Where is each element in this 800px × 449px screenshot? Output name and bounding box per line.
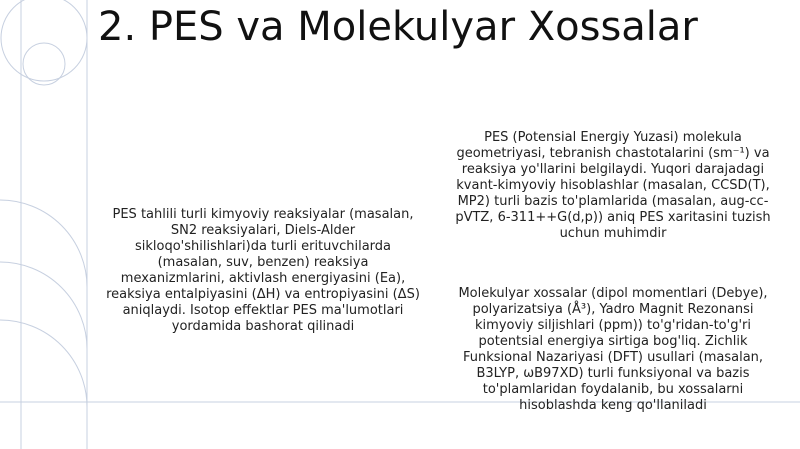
decor-circle-top-small — [23, 43, 65, 85]
slide-title: 2. PES va Molekulyar Xossalar — [98, 4, 698, 50]
decor-circle-top-large — [1, 0, 87, 81]
decor-arc-bottom — [0, 320, 87, 407]
right-text-block-properties: Molekulyar xossalar (dipol momentlari (Debye), polyarizatsiya (Å³), Yadro Magnit Rezonansi kimyoviy siljishlari (ppm)) to'g'ridan-to'g'ri potentsial energiya sirtiga bog'liq. Zichlik Funksional Nazariyasi (DFT) usullari (masalan, B3LYP, ωB97XD) turli funksiyonal va bazis to'plamlaridan foydalanib, bu xossalarni hisoblashda keng qo'llaniladi — [458, 286, 768, 413]
decor-arc-lower — [0, 262, 87, 349]
right-text-block-pes: PES (Potensial Energiy Yuzasi) molekula geometriyasi, tebranish chastotalarini (sm⁻¹) va reaksiya yo'llarini belgilaydi. Yuqori darajadagi kvant-kimyoviy hisoblashlar (masalan, CCSD(T), MP2) turli bazis to'plamlarida (masalan, aug-cc-pVTZ, 6-311++G(d,p)) aniq PES xaritasini tuzish uchun muhimdir — [455, 130, 771, 241]
left-text-block: PES tahlili turli kimyoviy reaksiyalar (masalan, SN2 reaksiyalari, Diels-Alder sikloqo'shilishlari)da turli erituvchilarda (masalan, suv, benzen) reaksiya mexanizmlarini, aktivlash energiyasini (Ea), reaksiya entalpiyasini (ΔH) va entropiyasini (ΔS) aniqlaydi. Isotop effektlar PES ma'lumotlari yordamida bashorat qilinadi — [106, 207, 420, 334]
